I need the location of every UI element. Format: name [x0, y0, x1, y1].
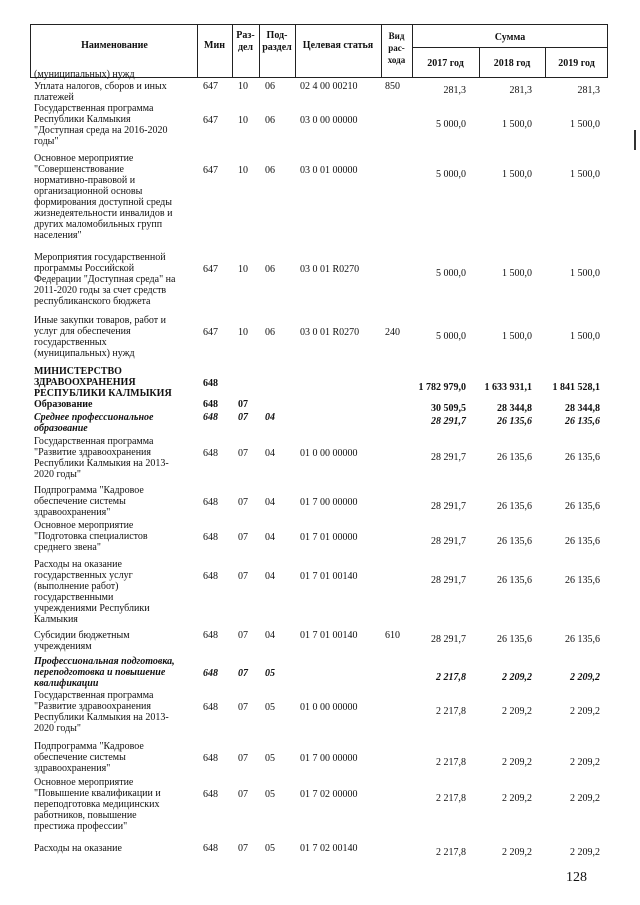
- row-sum-2018: 2 209,2: [502, 706, 532, 717]
- row-min: 648: [203, 497, 218, 508]
- row-name-line: Государственная программа: [34, 103, 154, 114]
- row-min: 648: [203, 753, 218, 764]
- row-name-line: Мероприятия государственной: [34, 252, 166, 263]
- row-name-line: обеспечение системы: [34, 496, 126, 507]
- row-name-line: Калмыкия: [34, 614, 78, 625]
- row-sum-2017: 2 217,8: [436, 793, 466, 804]
- row-name-line: Профессиональная подготовка,: [34, 656, 175, 667]
- row-razdel: 07: [238, 753, 248, 764]
- header-name: Наименование: [81, 40, 148, 51]
- row-name-line: Подпрограмма "Кадровое: [34, 741, 144, 752]
- row-celevaya: 01 7 01 00000: [300, 532, 358, 543]
- row-podrazdel: 05: [265, 753, 275, 764]
- row-sum-2019: 1 841 528,1: [552, 382, 600, 393]
- row-name: [34, 777, 190, 832]
- row-name-line: программы Российской: [34, 263, 135, 274]
- row-name-line: Уплата налогов, сборов и иных: [34, 81, 167, 92]
- row-sum-2017: 2 217,8: [436, 672, 466, 683]
- header-2019: 2019 год: [558, 58, 595, 69]
- row-min: 648: [203, 412, 218, 423]
- row-sum-2019: 1 500,0: [570, 119, 600, 130]
- row-name-line: населения": [34, 230, 82, 241]
- row-min: 648: [203, 448, 218, 459]
- row-min: 648: [203, 668, 218, 679]
- row-podrazdel: 04: [265, 571, 275, 582]
- row-name-line: государственных: [34, 337, 107, 348]
- row-sum-2018: 2 209,2: [502, 847, 532, 858]
- row-name-line: Иные закупки товаров, работ и: [34, 315, 167, 326]
- row-min: 648: [203, 571, 218, 582]
- row-min: 648: [203, 532, 218, 543]
- row-sum-2019: 26 135,6: [565, 501, 600, 512]
- row-name-line: Основное мероприятие: [34, 777, 134, 788]
- row-name-line: Расходы на оказание: [34, 843, 122, 854]
- row-sum-2019: 26 135,6: [565, 416, 600, 427]
- row-sum-2018: 1 500,0: [502, 331, 532, 342]
- row-celevaya: 02 4 00 00210: [300, 81, 358, 92]
- row-sum-2017: 28 291,7: [431, 536, 466, 547]
- summa-divider: [412, 47, 608, 48]
- row-sum-2017: 28 291,7: [431, 575, 466, 586]
- row-razdel: 10: [238, 165, 248, 176]
- row-razdel: 07: [238, 399, 248, 410]
- header-razdel: Раз- дел: [236, 30, 255, 53]
- row-sum-2018: 2 209,2: [502, 793, 532, 804]
- row-celevaya: 01 7 00 00000: [300, 497, 358, 508]
- row-name: [34, 843, 190, 854]
- row-name-line: Основное мероприятие: [34, 153, 134, 164]
- row-name-line: Среднее профессиональное: [34, 412, 154, 423]
- row-name-line: Республики Калмыкия на 2013-: [34, 712, 169, 723]
- row-name-line: квалификации: [34, 678, 99, 689]
- row-name: [34, 81, 190, 103]
- row-min: 648: [203, 630, 218, 641]
- row-name: [34, 69, 190, 80]
- row-sum-2018: 2 209,2: [502, 757, 532, 768]
- header-vid: Вид рас- хода: [387, 31, 406, 65]
- row-min: 648: [203, 399, 218, 410]
- row-podrazdel: 05: [265, 789, 275, 800]
- row-sum-2019: 2 209,2: [570, 757, 600, 768]
- row-name-line: жизнедеятельности инвалидов и: [34, 208, 173, 219]
- row-sum-2019: 28 344,8: [565, 403, 600, 414]
- row-name-line: нормативно-правовой и: [34, 175, 136, 186]
- row-name-line: "Развитие здравоохранения: [34, 447, 151, 458]
- row-sum-2019: 26 135,6: [565, 634, 600, 645]
- row-sum-2019: 1 500,0: [570, 331, 600, 342]
- row-name: [34, 436, 190, 480]
- row-name-line: Республики Калмыкия: [34, 114, 131, 125]
- row-sum-2017: 28 291,7: [431, 452, 466, 463]
- row-razdel: 07: [238, 412, 248, 423]
- row-sum-2017: 5 000,0: [436, 119, 466, 130]
- row-razdel: 07: [238, 532, 248, 543]
- row-celevaya: 01 7 00 00000: [300, 753, 358, 764]
- row-name: [34, 103, 190, 147]
- row-vid: 850: [385, 81, 400, 92]
- row-sum-2019: 26 135,6: [565, 575, 600, 586]
- row-sum-2018: 1 500,0: [502, 119, 532, 130]
- row-name-line: республиканского бюджета: [34, 296, 151, 307]
- row-podrazdel: 05: [265, 702, 275, 713]
- row-name-line: формирования доступной среды: [34, 197, 172, 208]
- row-name-line: 2020 годы": [34, 469, 81, 480]
- row-sum-2019: 26 135,6: [565, 536, 600, 547]
- row-min: 648: [203, 702, 218, 713]
- row-name: [34, 153, 190, 241]
- row-podrazdel: 05: [265, 668, 275, 679]
- row-vid: 240: [385, 327, 400, 338]
- row-razdel: 10: [238, 115, 248, 126]
- row-name-line: "Совершенствование: [34, 164, 124, 175]
- row-podrazdel: 06: [265, 165, 275, 176]
- row-name: [34, 741, 190, 774]
- row-name-line: обеспечение системы: [34, 752, 126, 763]
- row-name-line: организационной основы: [34, 186, 143, 197]
- row-name: [34, 399, 190, 410]
- row-sum-2018: 2 209,2: [502, 672, 532, 683]
- row-name-line: годы": [34, 136, 59, 147]
- row-razdel: 07: [238, 668, 248, 679]
- row-razdel: 07: [238, 630, 248, 641]
- row-sum-2018: 26 135,6: [497, 536, 532, 547]
- row-razdel: 07: [238, 843, 248, 854]
- row-name-line: (выполнение работ): [34, 581, 119, 592]
- row-celevaya: 01 7 02 00140: [300, 843, 358, 854]
- row-sum-2017: 5 000,0: [436, 169, 466, 180]
- row-name: [34, 252, 190, 307]
- row-name: [34, 485, 190, 518]
- row-razdel: 07: [238, 789, 248, 800]
- row-name-line: услуг для обеспечения: [34, 326, 131, 337]
- row-name-line: РЕСПУБЛИКИ КАЛМЫКИЯ: [34, 388, 172, 399]
- row-podrazdel: 04: [265, 630, 275, 641]
- row-sum-2018: 26 135,6: [497, 634, 532, 645]
- row-sum-2018: 1 500,0: [502, 169, 532, 180]
- row-celevaya: 01 0 00 00000: [300, 702, 358, 713]
- row-name-line: Расходы на оказание: [34, 559, 122, 570]
- row-vid: 610: [385, 630, 400, 641]
- row-podrazdel: 06: [265, 327, 275, 338]
- header-min: Мин: [204, 40, 225, 51]
- row-min: 648: [203, 789, 218, 800]
- header-2018: 2018 год: [493, 58, 531, 69]
- row-sum-2019: 2 209,2: [570, 793, 600, 804]
- row-podrazdel: 04: [265, 497, 275, 508]
- row-podrazdel: 05: [265, 843, 275, 854]
- row-name: [34, 690, 190, 734]
- row-sum-2017: 281,3: [443, 85, 466, 96]
- row-name: [34, 412, 190, 434]
- header-podrazdel: Под- раздел: [262, 30, 292, 53]
- row-name-line: государственными: [34, 592, 114, 603]
- row-name-line: 2011-2020 годы за счет средств: [34, 285, 167, 296]
- row-name-line: Субсидии бюджетным: [34, 630, 130, 641]
- row-sum-2017: 5 000,0: [436, 268, 466, 279]
- row-name-line: Государственная программа: [34, 436, 154, 447]
- row-sum-2017: 30 509,5: [431, 403, 466, 414]
- row-name: [34, 656, 190, 689]
- row-name: [34, 520, 190, 553]
- row-name-line: престижа профессии": [34, 821, 128, 832]
- row-name-line: Образование: [34, 399, 93, 410]
- row-name: [34, 315, 190, 359]
- row-razdel: 10: [238, 81, 248, 92]
- row-sum-2019: 1 500,0: [570, 169, 600, 180]
- row-min: 647: [203, 81, 218, 92]
- row-name-line: ЗДРАВООХРАНЕНИЯ: [34, 377, 136, 388]
- row-name-line: (муниципальных) нужд: [34, 69, 135, 80]
- row-name-line: Подпрограмма "Кадровое: [34, 485, 144, 496]
- row-celevaya: 03 0 01 R0270: [300, 327, 360, 338]
- row-name-line: здравоохранения": [34, 507, 111, 518]
- row-sum-2017: 2 217,8: [436, 847, 466, 858]
- row-podrazdel: 06: [265, 264, 275, 275]
- row-name: [34, 630, 190, 652]
- row-sum-2018: 26 135,6: [497, 501, 532, 512]
- row-min: 647: [203, 165, 218, 176]
- row-razdel: 10: [238, 327, 248, 338]
- edge-mark: [634, 130, 636, 150]
- row-celevaya: 01 7 01 00140: [300, 571, 358, 582]
- row-name-line: государственных услуг: [34, 570, 133, 581]
- row-name-line: "Повышение квалификации и: [34, 788, 161, 799]
- row-sum-2017: 1 782 979,0: [418, 382, 466, 393]
- row-min: 647: [203, 264, 218, 275]
- row-sum-2017: 5 000,0: [436, 331, 466, 342]
- row-min: 647: [203, 327, 218, 338]
- row-min: 647: [203, 115, 218, 126]
- header-celevaya: Целевая статья: [302, 40, 374, 51]
- row-celevaya: 01 7 01 00140: [300, 630, 358, 641]
- row-name-line: переподготовка и повышение: [34, 667, 166, 678]
- row-name-line: других маломобильных групп: [34, 219, 163, 230]
- row-sum-2019: 2 209,2: [570, 706, 600, 717]
- row-sum-2018: 26 135,6: [497, 452, 532, 463]
- row-podrazdel: 04: [265, 412, 275, 423]
- row-sum-2017: 2 217,8: [436, 757, 466, 768]
- row-celevaya: 03 0 00 00000: [300, 115, 358, 126]
- row-name-line: среднего звена": [34, 542, 101, 553]
- row-name-line: "Развитие здравоохранения: [34, 701, 151, 712]
- row-podrazdel: 06: [265, 115, 275, 126]
- row-sum-2019: 2 209,2: [570, 847, 600, 858]
- row-name-line: здравоохранения": [34, 763, 111, 774]
- row-sum-2017: 28 291,7: [431, 501, 466, 512]
- row-razdel: 07: [238, 571, 248, 582]
- header-2017: 2017 год: [427, 58, 464, 69]
- row-razdel: 10: [238, 264, 248, 275]
- row-name-line: платежей: [34, 92, 74, 103]
- row-name: [34, 559, 190, 625]
- row-name-line: (муниципальных) нужд: [34, 348, 135, 359]
- row-name-line: учреждениями Республики: [34, 603, 150, 614]
- row-razdel: 07: [238, 448, 248, 459]
- row-sum-2017: 28 291,7: [431, 416, 466, 427]
- row-sum-2018: 1 500,0: [502, 268, 532, 279]
- row-sum-2019: 1 500,0: [570, 268, 600, 279]
- row-sum-2018: 281,3: [509, 85, 532, 96]
- row-name-line: "Подготовка специалистов: [34, 531, 148, 542]
- header-summa: Сумма: [494, 32, 526, 43]
- row-name-line: МИНИСТЕРСТВО: [34, 366, 122, 377]
- row-name-line: образование: [34, 423, 88, 434]
- row-min: 648: [203, 378, 218, 389]
- row-celevaya: 03 0 01 R0270: [300, 264, 360, 275]
- row-razdel: 07: [238, 497, 248, 508]
- row-celevaya: 03 0 01 00000: [300, 165, 358, 176]
- row-name-line: работников, повышение: [34, 810, 137, 821]
- row-razdel: 07: [238, 702, 248, 713]
- row-celevaya: 01 0 00 00000: [300, 448, 358, 459]
- row-name-line: Государственная программа: [34, 690, 154, 701]
- page-number: 128: [566, 870, 587, 885]
- row-sum-2019: 2 209,2: [570, 672, 600, 683]
- row-sum-2017: 2 217,8: [436, 706, 466, 717]
- row-sum-2018: 26 135,6: [497, 416, 532, 427]
- row-name: [34, 366, 190, 399]
- row-podrazdel: 06: [265, 81, 275, 92]
- row-name-line: 2020 годы": [34, 723, 81, 734]
- row-name-line: Основное мероприятие: [34, 520, 134, 531]
- row-podrazdel: 04: [265, 448, 275, 459]
- row-sum-2018: 1 633 931,1: [484, 382, 532, 393]
- row-min: 648: [203, 843, 218, 854]
- row-name-line: учреждениям: [34, 641, 92, 652]
- row-name-line: Федерации "Доступная среда" на: [34, 274, 176, 285]
- row-name-line: переподготовка медицинских: [34, 799, 160, 810]
- row-podrazdel: 04: [265, 532, 275, 543]
- row-sum-2019: 281,3: [577, 85, 600, 96]
- row-name-line: Республики Калмыкия на 2013-: [34, 458, 169, 469]
- row-name-line: "Доступная среда на 2016-2020: [34, 125, 168, 136]
- row-sum-2019: 26 135,6: [565, 452, 600, 463]
- row-celevaya: 01 7 02 00000: [300, 789, 358, 800]
- row-sum-2018: 28 344,8: [497, 403, 532, 414]
- row-sum-2018: 26 135,6: [497, 575, 532, 586]
- row-sum-2017: 28 291,7: [431, 634, 466, 645]
